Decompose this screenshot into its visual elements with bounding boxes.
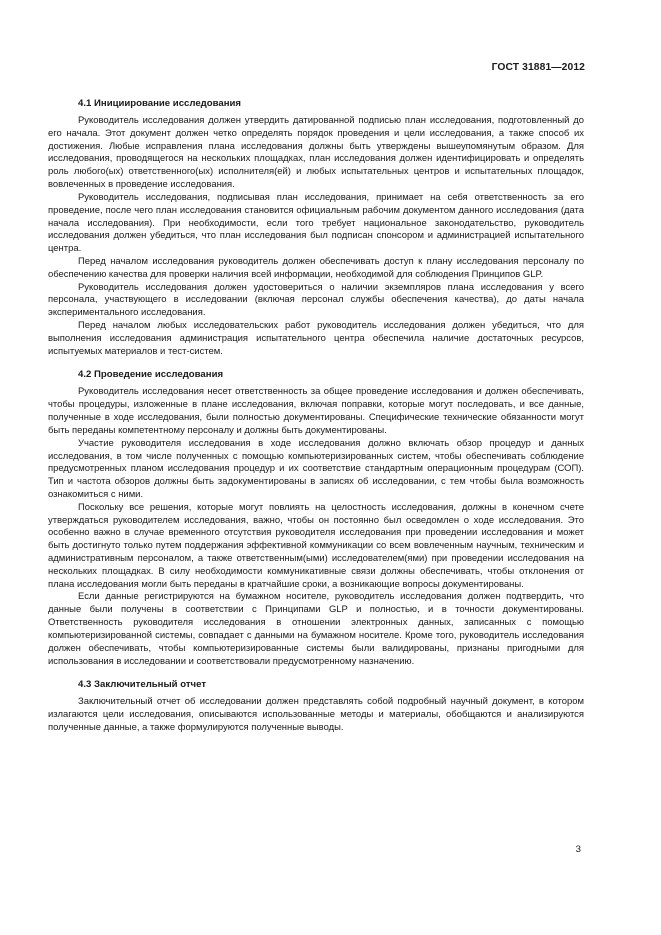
paragraph: Руководитель исследования должен удостовериться о наличии экземпляров плана исследования у всего персонала, участвующего в исследовании (включая персонал службы обеспечения качества), до даты начала экспериментального исследования. bbox=[48, 281, 584, 319]
paragraph: Руководитель исследования несет ответственность за общее проведение исследования и должен обеспечивать, чтобы процедуры, изложенные в плане исследования, включая поправки, которые могут последовать, и все данные, полученные в ходе исследования, были полностью документированы. Специфические технические обязанности могут быть переданы компетентному персоналу и должны быть документированы. bbox=[48, 386, 584, 436]
section-heading: 4.1 Инициирование исследования bbox=[78, 98, 242, 109]
section-4-2 bbox=[48, 363, 584, 668]
page-number: 3 bbox=[575, 844, 581, 855]
section-heading: 4.2 Проведение исследования bbox=[78, 369, 224, 381]
section-heading: 4.3 Заключительный отчет bbox=[78, 679, 207, 691]
section-4-3 bbox=[48, 673, 584, 734]
document-body bbox=[48, 92, 584, 735]
paragraph: Заключительный отчет об исследовании должен представлять собой подробный научный документ, в котором излагаются цели исследования, описываются использованные методы и материалы, обобщаются и анализируются полученные данные, а также формулируются полученные выводы. bbox=[48, 696, 584, 733]
paragraph: Если данные регистрируются на бумажном носителе, руководитель исследования должен подтвердить, что данные были получены в соответствии с Принципами GLP и полностью, и в точности документированы. Ответственность руководителя исследования в отношении электронных данных, записанных с помощью компьютеризированной системы, совпадает с данными на бумажном носителе. Кроме того, руководитель исследования должен обеспечивать, чтобы компьютеризированные системы были валидированы, признаны пригодными для использования в исследовании и соответствовали предусмотренному назначению. bbox=[48, 591, 584, 667]
paragraph: Руководитель исследования, подписывая план исследования, принимает на себя ответственность за его проведение, после чего план исследования становится официальным рабочим документом данного исследования (дата начала исследования). При необходимости, если того требует национальное законодательство, руководитель исследования должен убедиться, что план исследования был подписан спонсором и администрацией испытательного центра. bbox=[48, 191, 584, 255]
document-code: ГОСТ 31881—2012 bbox=[491, 62, 585, 73]
section-4-1 bbox=[48, 92, 584, 358]
paragraph: Перед началом исследования руководитель должен обеспечивать доступ к плану исследования персоналу по обеспечению качества для проверки наличия всей информации, необходимой для соблюдения Принципов GLP. bbox=[48, 255, 584, 280]
paragraph: Участие руководителя исследования в ходе исследования должно включать обзор процедур и данных исследования, в том числе полученных с помощью компьютеризированных систем, чтобы обеспечивать соблюдение предусмотренных планом исследования процедур и их соответствие стандартным операционным процедурам (СОП). Тип и частота обзоров должны быть задокументированы в записях об исследовании, с тем чтобы была возможность ознакомиться с ними. bbox=[48, 437, 584, 500]
paragraph: Поскольку все решения, которые могут повлиять на целостность исследования, должны в конечном счете утверждаться руководителем исследования, важно, чтобы он постоянно был осведомлен о ходе исследования. Это особенно важно в случае временного отсутствия руководителя исследования при проведении исследования и может быть достигнуто только путем поддержания эффективной коммуникации со всем вовлеченным научным, техническим и административным персоналом, а также ответственным(ыми) исследователем(ями) при проведении исследования на нескольких площадках. В силу необходимости коммуникативные связи должны обеспечивать, чтобы отклонения от плана исследования могли быть переданы в кратчайшие сроки, а возникающие вопросы документированы. bbox=[48, 501, 584, 590]
paragraph: Руководитель исследования должен утвердить датированной подписью план исследования, подготовленный до его начала. Этот документ должен четко определять порядок проведения и цели исследования, а также способ их достижения. Любые исправления плана исследования должны быть утверждены вышеупомянутым образом. Для исследования, проводящегося на нескольких площадках, план исследования должен идентифицировать и определять роль любого(ых) ответственного(ых) исполнителя(ей) и любых испытательных центров и испытательных площадок, вовлеченных в проведение исследования. bbox=[48, 115, 584, 191]
paragraph: Перед началом любых исследовательских работ руководитель исследования должен убедиться, что для выполнения исследования администрация испытательного центра обеспечила наличие достаточных ресурсов, испытуемых материалов и тест-систем. bbox=[48, 320, 584, 357]
